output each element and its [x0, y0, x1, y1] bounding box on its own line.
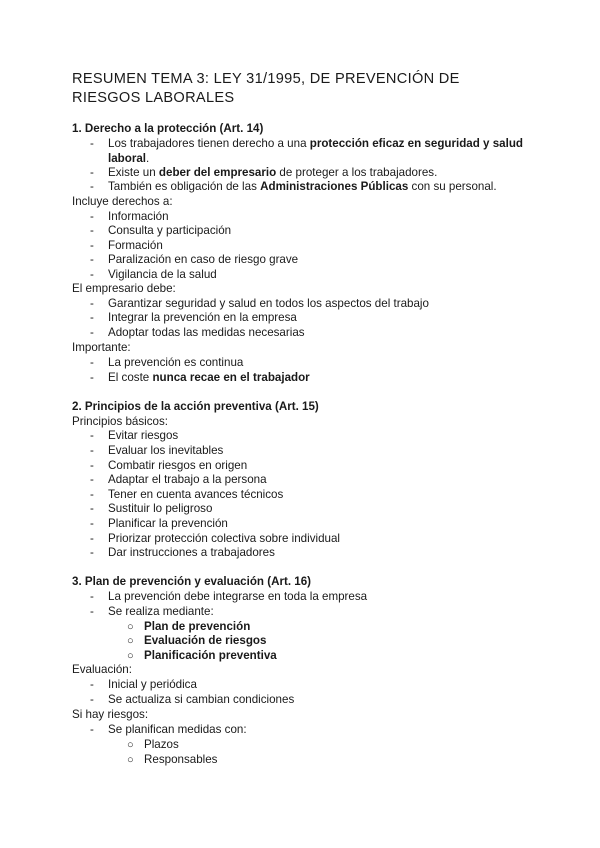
dash-marker: -: [90, 371, 94, 384]
principio-item: Priorizar protección colectiva sobre individual: [108, 532, 340, 545]
circle-marker: ○: [127, 635, 134, 647]
principio-item: Combatir riesgos en origen: [108, 459, 248, 472]
principio-item: Evitar riesgos: [108, 429, 179, 442]
dash-marker: -: [90, 137, 94, 150]
mediante-item: Plan de prevención: [144, 620, 251, 633]
principio-item: Planificar la prevención: [108, 517, 228, 530]
evaluacion-item: Inicial y periódica: [108, 678, 197, 691]
dash-marker: -: [90, 488, 94, 501]
circle-marker: ○: [127, 739, 134, 751]
empresario-item: Garantizar seguridad y salud en todos los aspectos del trabajo: [108, 297, 429, 310]
empresario-label: El empresario debe:: [72, 282, 176, 295]
principio-item: Dar instrucciones a trabajadores: [108, 546, 275, 559]
section-1-bullet-1: Los trabajadores tienen derecho a una protección eficaz en seguridad y salud laboral.: [108, 137, 524, 165]
medida-item: Plazos: [144, 738, 179, 751]
mediante-item: Evaluación de riesgos: [144, 634, 267, 647]
empresario-item: Adoptar todas las medidas necesarias: [108, 326, 305, 339]
dash-marker: -: [90, 429, 94, 442]
section-2-heading: 2. Principios de la acción preventiva (Art. 15): [72, 400, 319, 413]
circle-marker: ○: [127, 650, 134, 662]
dash-marker: -: [90, 723, 94, 736]
derechos-label: Incluye derechos a:: [72, 195, 173, 208]
dash-marker: -: [90, 210, 94, 223]
document-title: RESUMEN TEMA 3: LEY 31/1995, DE PREVENCIÓN DE RIESGOS LABORALES: [72, 71, 460, 106]
dash-marker: -: [90, 459, 94, 472]
dash-marker: -: [90, 311, 94, 324]
dash-marker: -: [90, 253, 94, 266]
section-3-heading: 3. Plan de prevención y evaluación (Art. 16): [72, 575, 312, 588]
dash-marker: -: [90, 326, 94, 339]
importante-item: La prevención es continua: [108, 356, 244, 369]
dash-marker: -: [90, 356, 94, 369]
empresario-item: Integrar la prevención en la empresa: [108, 311, 297, 324]
dash-marker: -: [90, 297, 94, 310]
derecho-item: Paralización en caso de riesgo grave: [108, 253, 299, 266]
dash-marker: -: [90, 444, 94, 457]
dash-marker: -: [90, 605, 94, 618]
importante-item: El coste nunca recae en el trabajador: [108, 371, 310, 384]
mediante-item: Planificación preventiva: [144, 649, 277, 662]
evaluacion-item: Se actualiza si cambian condiciones: [108, 693, 295, 706]
section-1-bullet-3: También es obligación de las Administraciones Públicas con su personal.: [108, 180, 497, 193]
riesgos-item: Se planifican medidas con:: [108, 723, 247, 736]
dash-marker: -: [90, 678, 94, 691]
principio-item: Adaptar el trabajo a la persona: [108, 473, 267, 486]
plan-bullet: La prevención debe integrarse en toda la empresa: [108, 590, 368, 603]
dash-marker: -: [90, 590, 94, 603]
evaluacion-label: Evaluación:: [72, 663, 132, 676]
section-1-heading: 1. Derecho a la protección (Art. 14): [72, 122, 264, 135]
principio-item: Sustituir lo peligroso: [108, 502, 213, 515]
derecho-item: Consulta y participación: [108, 224, 232, 237]
dash-marker: -: [90, 239, 94, 252]
circle-marker: ○: [127, 621, 134, 633]
riesgos-label: Si hay riesgos:: [72, 708, 149, 721]
dash-marker: -: [90, 224, 94, 237]
circle-marker: ○: [127, 754, 134, 766]
section-1-bullet-2: Existe un deber del empresario de proteger a los trabajadores.: [108, 166, 438, 179]
principio-item: Tener en cuenta avances técnicos: [108, 488, 284, 501]
dash-marker: -: [90, 180, 94, 193]
plan-bullet: Se realiza mediante:: [108, 605, 214, 618]
dash-marker: -: [90, 473, 94, 486]
dash-marker: -: [90, 502, 94, 515]
medida-item: Responsables: [144, 753, 218, 766]
dash-marker: -: [90, 166, 94, 179]
dash-marker: -: [90, 693, 94, 706]
dash-marker: -: [90, 546, 94, 559]
derecho-item: Información: [108, 210, 169, 223]
principios-label: Principios básicos:: [72, 415, 169, 428]
dash-marker: -: [90, 268, 94, 281]
dash-marker: -: [90, 517, 94, 530]
principio-item: Evaluar los inevitables: [108, 444, 224, 457]
derecho-item: Vigilancia de la salud: [108, 268, 217, 281]
importante-label: Importante:: [72, 341, 131, 354]
dash-marker: -: [90, 532, 94, 545]
derecho-item: Formación: [108, 239, 163, 252]
